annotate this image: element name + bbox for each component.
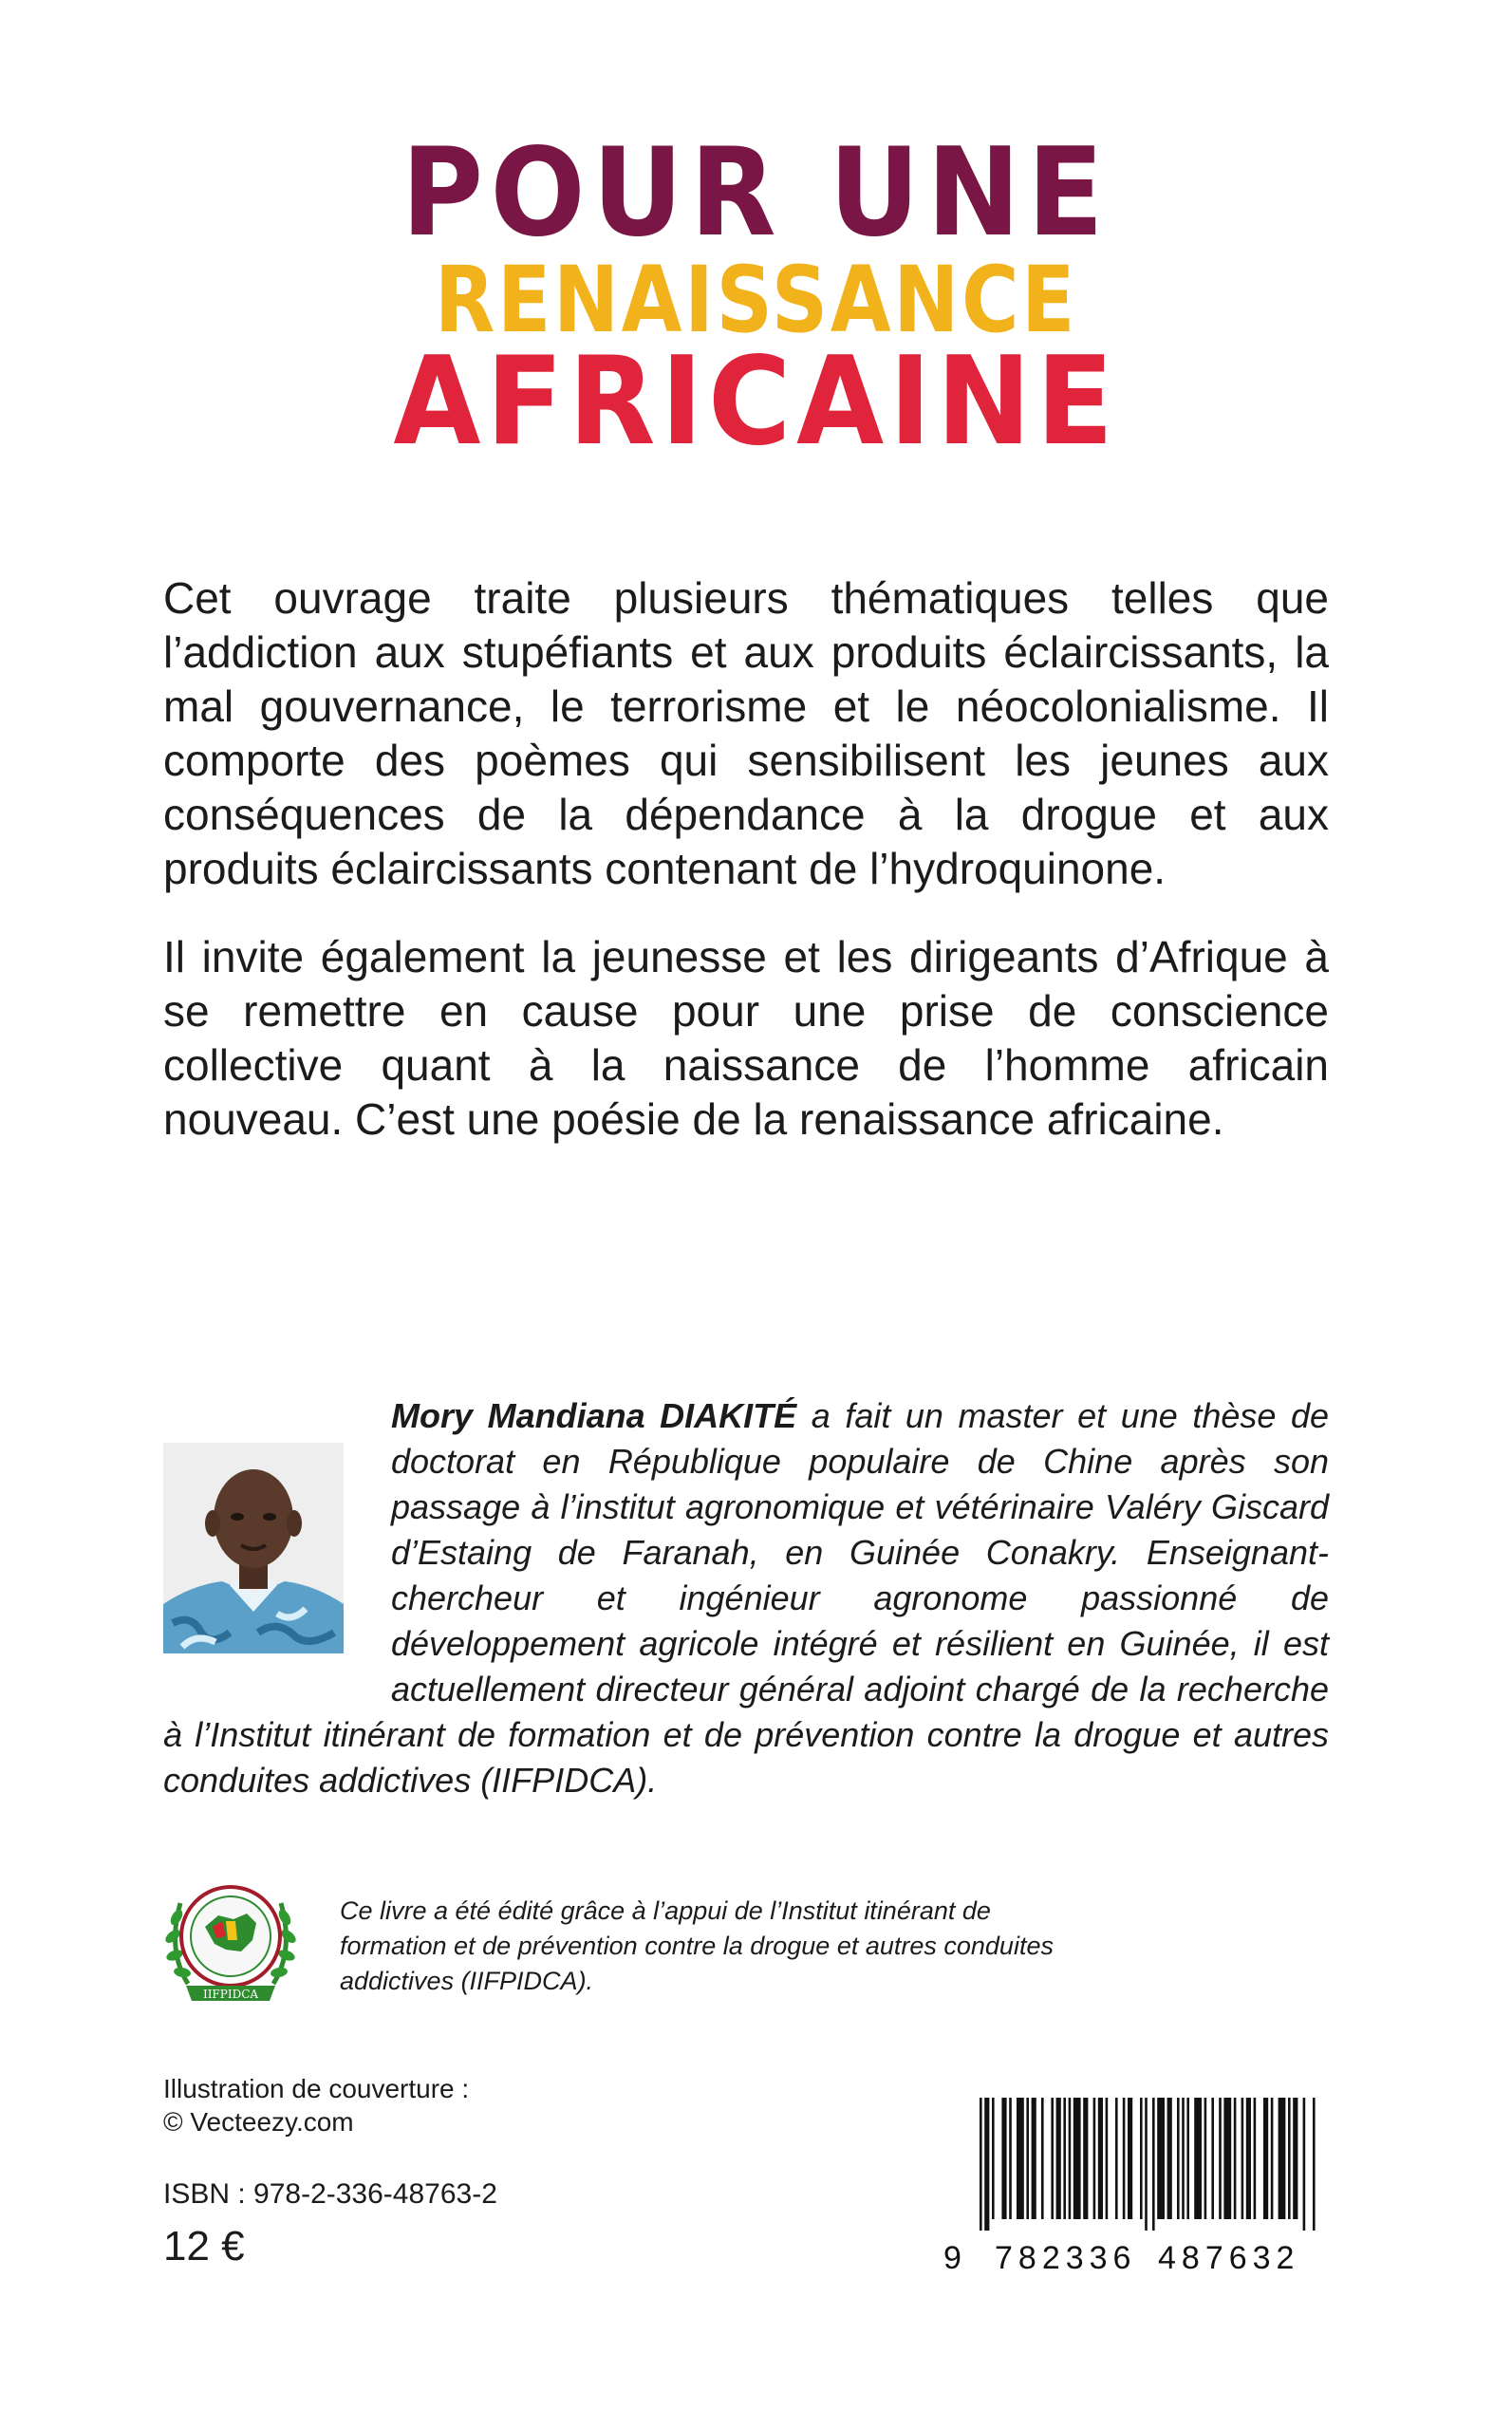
barcode-bar [1115, 2098, 1118, 2219]
author-photo [163, 1443, 344, 1653]
barcode-bar [1223, 2098, 1231, 2219]
barcode-bar [1093, 2098, 1096, 2219]
barcode-bar [980, 2098, 982, 2231]
barcode-bar [1145, 2098, 1148, 2231]
barcode-digit-first: 9 [943, 2240, 961, 2276]
barcode-bar [1313, 2098, 1316, 2231]
iifpidca-logo [159, 1860, 302, 2022]
barcode-bar [1157, 2098, 1165, 2219]
barcode-bar [1177, 2098, 1180, 2219]
barcode-bar [1194, 2098, 1202, 2219]
barcode-bar [1234, 2098, 1237, 2219]
barcode-bar [1186, 2098, 1189, 2219]
title-line-3: AFRICAINE [393, 331, 1119, 473]
barcode-bar [1032, 2098, 1036, 2219]
logo-ribbon-text: IIFPIDCA [202, 1988, 259, 2001]
title-line-2: RENAISSANCE [434, 247, 1078, 353]
barcode-bar [1083, 2098, 1088, 2219]
barcode-bar [1246, 2098, 1251, 2219]
illustration-label: Illustration de couverture : [163, 2074, 470, 2103]
barcode-bar [1098, 2098, 1103, 2219]
barcode-bar [1211, 2098, 1214, 2219]
barcode-bar [1152, 2098, 1155, 2231]
support-note: Ce livre a été édité grâce à l’appui de l’Institut itinérant de formation et de prévention contre la drogue et autres conduites addictives (IIFPIDCA). [340, 1896, 1054, 1995]
barcode-bar [1106, 2098, 1109, 2219]
barcode-bar [1271, 2098, 1274, 2219]
barcode-bar [1026, 2098, 1029, 2219]
barcode-bar [1204, 2098, 1207, 2219]
summary-paragraph-1: Cet ouvrage traite plusieurs thématiques telles que l’addiction aux stupéfiants et aux produits éclaircissants, la mal gouvernance, le terrorisme et le néocolonialisme. Il comporte des poèmes qui sensibilisent les jeunes aux conséquences de la dépendance à la drogue et aux produits éclaircissants contenant de l’hydroquinone. [163, 573, 1329, 893]
author-bio-text: a fait un master et une thèse de doctorat en République populaire de Chine après son passage à l’institut agronomique et vétérinaire Valéry Giscard d’Estaing de Faranah, en Guinée Conakry. Enseignant-chercheur et ingénieur agronome passionné de développement agricole intégré et résilient en Guinée, il est actuellement directeur général adjoint chargé de la recherche à l’Institut itinérant de formation et de prévention contre la drogue et autres conduites addictives (IIFPIDCA). [163, 1396, 1329, 1800]
barcode-bar [1182, 2098, 1185, 2219]
barcode-bar [1069, 2098, 1072, 2219]
barcode-bar [1017, 2098, 1024, 2219]
title-line-1: POUR UNE [401, 122, 1111, 264]
isbn: ISBN : 978-2-336-48763-2 [163, 2178, 497, 2210]
barcode-bar [1073, 2098, 1081, 2219]
barcode-bar [1219, 2098, 1222, 2219]
barcode-bar [1001, 2098, 1006, 2219]
barcode-bar [1288, 2098, 1291, 2219]
barcode-bar [1140, 2098, 1143, 2219]
barcode-bar [1128, 2098, 1132, 2219]
barcode-bar [1009, 2098, 1012, 2219]
barcode-bar [1293, 2098, 1297, 2219]
barcode-bar [1056, 2098, 1061, 2219]
illustration-credit: © Vecteezy.com [163, 2107, 354, 2137]
barcode-bar [1051, 2098, 1054, 2219]
barcode-bar [1263, 2098, 1268, 2219]
barcode-bar [1167, 2098, 1172, 2219]
barcode-group-2: 487632 [1158, 2240, 1300, 2276]
barcode-bar [1279, 2098, 1286, 2219]
barcode-bar [1241, 2098, 1244, 2219]
price: 12 € [163, 2223, 245, 2269]
barcode-bar [1303, 2098, 1306, 2231]
barcode-bar [984, 2098, 989, 2231]
barcode-bar [1041, 2098, 1044, 2219]
summary-paragraph-2: Il invite également la jeunesse et les dirigeants d’Afrique à se remettre en cause pour une prise de conscience collective quant à la naissance de l’homme africain nouveau. C’est une poésie de la renaissance africaine. [163, 932, 1329, 1144]
barcode-bar [992, 2098, 995, 2219]
author-name: Mory Mandiana DIAKITÉ [391, 1396, 797, 1435]
barcode-group-1: 782336 [995, 2240, 1137, 2276]
barcode-bar [1063, 2098, 1066, 2219]
barcode-bars [976, 2098, 1321, 2231]
barcode-bar [1254, 2098, 1257, 2219]
barcode-bar [1123, 2098, 1126, 2219]
